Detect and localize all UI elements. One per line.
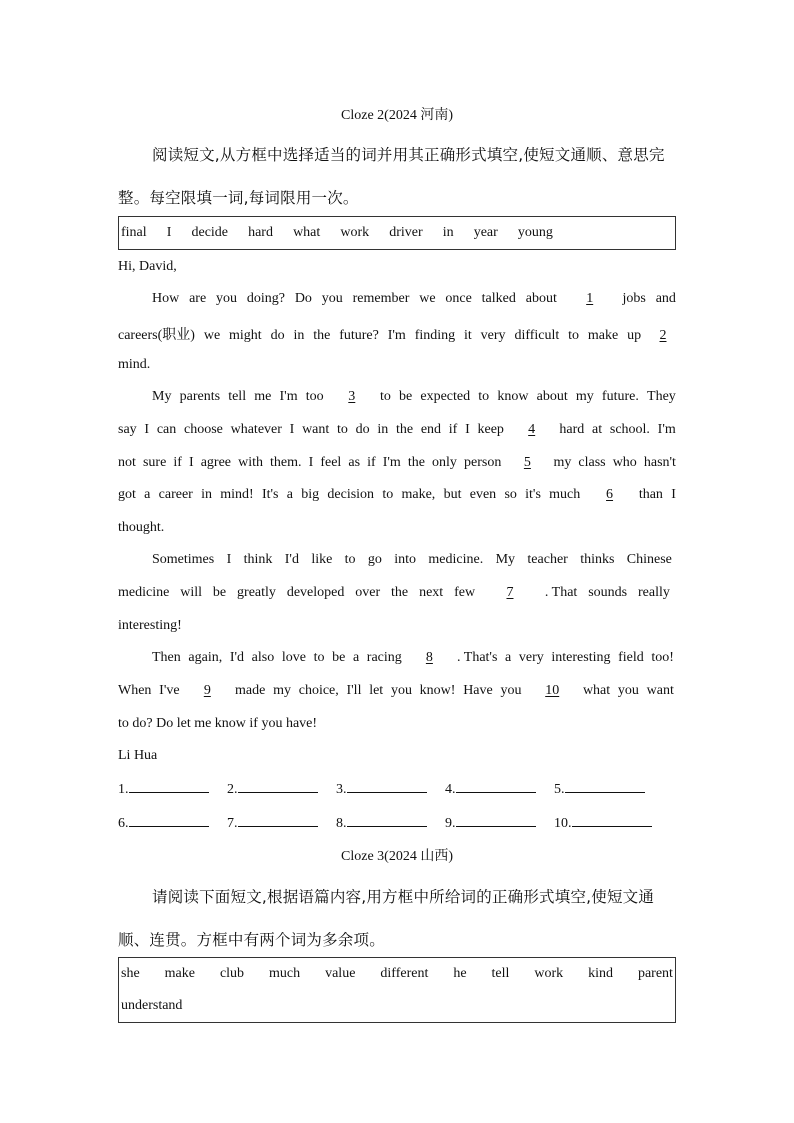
p2-word: than <box>638 487 663 502</box>
word-box-item: what <box>293 225 321 240</box>
blank-8: 8 <box>425 650 433 665</box>
answer-number: 7. <box>227 816 238 831</box>
p3-word: medicine. <box>428 552 484 567</box>
p4-word: interesting <box>551 650 611 665</box>
p2-word: want <box>302 422 330 437</box>
p2-word: parents <box>179 389 221 404</box>
p2-word: I <box>188 455 194 470</box>
p3-word: . That <box>544 585 578 600</box>
p4-word: When <box>118 683 152 698</box>
answer-blank-line[interactable] <box>347 780 427 793</box>
p2-word: feel <box>320 455 342 470</box>
p2-word: whatever <box>230 422 282 437</box>
word-box-item: work <box>534 966 564 981</box>
p4-word: a <box>352 650 360 665</box>
p3-word: really <box>638 585 670 600</box>
paragraph3-line1 <box>152 552 672 568</box>
cloze3-title: Cloze 3(2024 山西) <box>341 849 453 864</box>
p2-word: at <box>592 422 603 437</box>
word-box-item: year <box>473 225 498 240</box>
p4-word: racing <box>366 650 402 665</box>
word-box-item: value <box>325 966 356 981</box>
p1-word: finding <box>414 328 456 343</box>
p1-word: very <box>480 328 506 343</box>
p4-word: what <box>582 683 611 698</box>
p2-word: my <box>553 455 572 470</box>
p1-word: we <box>419 291 436 306</box>
p1-word: it <box>464 328 472 343</box>
p4-word: to <box>313 650 325 665</box>
p3-word: will <box>180 585 202 600</box>
p1-word: future? <box>339 328 379 343</box>
p3-word: I <box>226 552 232 567</box>
answer-slot[interactable] <box>118 814 227 832</box>
answer-number: 10. <box>554 816 572 831</box>
p2-word: to <box>382 487 394 502</box>
blank-3: 3 <box>348 389 356 404</box>
p2-word: My <box>152 389 172 404</box>
word-box-item: young <box>517 225 553 240</box>
cloze3-word-list <box>119 958 675 990</box>
cloze3-instruction-line1: 请阅读下面短文,根据语篇内容,用方框中所给词的正确形式填空,使短文通 <box>152 888 655 906</box>
answer-slot[interactable] <box>227 780 336 798</box>
word-box-item: final <box>121 225 147 240</box>
paragraph2-line1 <box>152 389 676 405</box>
p4-word: you <box>500 683 522 698</box>
letter-greeting: Hi, David, <box>118 259 177 274</box>
p3-word: I'd <box>284 552 299 567</box>
blank-5: 5 <box>523 455 531 470</box>
p4-word: my <box>273 683 291 698</box>
p4-word: you <box>617 683 639 698</box>
p2-word: sure <box>142 455 167 470</box>
p2-word: only <box>432 455 457 470</box>
p4-word: I've <box>159 683 180 698</box>
word-box-item: decide <box>191 225 229 240</box>
word-box-item: he <box>453 966 467 981</box>
answer-blank-line[interactable] <box>565 780 645 793</box>
paragraph1-line3: mind. <box>118 357 151 372</box>
p3-word: sounds <box>588 585 628 600</box>
blank-1: 1 <box>586 291 594 306</box>
p1-word: in <box>293 328 305 343</box>
answer-slot[interactable] <box>336 780 445 798</box>
p2-word: it's <box>525 487 541 502</box>
p4-word: field <box>618 650 644 665</box>
p4-word: made <box>235 683 266 698</box>
paragraph4-line3: to do? Do let me know if you have! <box>118 716 318 731</box>
p2-word: choose <box>183 422 223 437</box>
p2-word: be <box>399 389 413 404</box>
p2-word: person <box>464 455 502 470</box>
p3-word: Chinese <box>626 552 672 567</box>
p1-word: the <box>313 328 331 343</box>
p1-word: we <box>203 328 221 343</box>
p1-word: once <box>445 291 472 306</box>
paragraph2-line4 <box>118 487 676 503</box>
answer-blank-line[interactable] <box>238 814 318 827</box>
word-box-item: tell <box>491 966 510 981</box>
p3-word: into <box>394 552 417 567</box>
cloze3-word-box <box>118 957 676 1023</box>
paragraph4-line2 <box>118 683 674 699</box>
p2-word: future. <box>601 389 639 404</box>
answer-row-2 <box>118 814 678 832</box>
p1-word: and <box>655 291 676 306</box>
p2-word: even <box>469 487 497 502</box>
p1-word: are <box>189 291 207 306</box>
blank-9: 9 <box>203 683 211 698</box>
word-box-item: make <box>164 966 195 981</box>
p2-word: too <box>305 389 324 404</box>
p3-word: go <box>367 552 382 567</box>
p1-word: difficult <box>514 328 560 343</box>
p2-word: the <box>396 422 414 437</box>
p3-word: next <box>419 585 444 600</box>
p3-word: teacher <box>527 552 568 567</box>
p3-word: think <box>243 552 273 567</box>
p2-word: if <box>448 422 458 437</box>
p2-word: I <box>671 487 676 502</box>
p4-word: let <box>369 683 384 698</box>
p1-word: to <box>568 328 580 343</box>
p2-word: can <box>156 422 177 437</box>
p1-word: up <box>627 328 642 343</box>
p2-word: in <box>377 422 389 437</box>
cloze2-instruction-line2: 整。每空限填一词,每词限用一次。 <box>118 189 359 207</box>
p2-word: a <box>286 487 293 502</box>
paragraph2-line5: thought. <box>118 520 165 535</box>
blank-4: 4 <box>528 422 536 437</box>
word-box-item: I <box>166 225 172 240</box>
p2-word: mind! <box>220 487 254 502</box>
p1-word: about <box>525 291 557 306</box>
letter-signoff: Li Hua <box>118 748 158 763</box>
p1-word: do <box>270 328 285 343</box>
word-box-item: she <box>121 966 140 981</box>
p2-word: about <box>536 389 568 404</box>
p2-word: I'm <box>382 455 401 470</box>
p2-word: class <box>578 455 606 470</box>
p2-word: keep <box>477 422 504 437</box>
answer-slot[interactable] <box>554 780 663 798</box>
answer-row-1 <box>118 780 678 798</box>
p1-word: make <box>587 328 619 343</box>
cloze2-title: Cloze 2(2024 河南) <box>341 108 453 123</box>
p2-word: as <box>348 455 361 470</box>
p4-word: again, <box>188 650 223 665</box>
p2-word: tell <box>228 389 247 404</box>
p2-word: to <box>478 389 490 404</box>
p4-word: love <box>281 650 306 665</box>
paragraph2-line2 <box>118 422 676 438</box>
p2-word: in <box>201 487 212 502</box>
p2-word: do <box>355 422 370 437</box>
p1-word: might <box>229 328 262 343</box>
answer-blank-line[interactable] <box>129 814 209 827</box>
p2-word: if <box>367 455 376 470</box>
answer-blank-line[interactable] <box>456 814 536 827</box>
p3-word: be <box>212 585 227 600</box>
p2-word: a <box>144 487 151 502</box>
answer-number: 4. <box>445 782 456 797</box>
p2-word: know <box>497 389 529 404</box>
p3-word: medicine <box>118 585 170 600</box>
p2-word: them. <box>270 455 302 470</box>
answer-number: 5. <box>554 782 565 797</box>
p2-word: say <box>118 422 137 437</box>
answer-slot[interactable] <box>336 814 445 832</box>
p2-word: They <box>647 389 676 404</box>
p4-word: very <box>518 650 544 665</box>
cloze2-instruction-line1: 阅读短文,从方框中选择适当的词并用其正确形式填空,使短文通顺、意思完 <box>152 146 665 164</box>
p1-word: remember <box>352 291 410 306</box>
p4-word: be <box>332 650 346 665</box>
p4-word: also <box>251 650 275 665</box>
answer-blank-line[interactable] <box>238 780 318 793</box>
answer-number: 9. <box>445 816 456 831</box>
p2-word: hasn't <box>643 455 676 470</box>
p2-word: I'm <box>279 389 298 404</box>
answer-blank-line[interactable] <box>456 780 536 793</box>
word-box-item: in <box>442 225 454 240</box>
answer-blank-line[interactable] <box>572 814 652 827</box>
blank-7: 7 <box>506 585 514 600</box>
p2-word: agree <box>200 455 232 470</box>
p3-word: like <box>311 552 333 567</box>
word-box-item: much <box>269 966 301 981</box>
answer-number: 2. <box>227 782 238 797</box>
p4-word: Have <box>463 683 493 698</box>
p2-word: so <box>504 487 517 502</box>
p1-word: you <box>321 291 343 306</box>
p4-word: know! <box>419 683 456 698</box>
answer-number: 6. <box>118 816 129 831</box>
p2-word: I <box>144 422 150 437</box>
p3-word: developed <box>286 585 345 600</box>
cloze2-word-box <box>118 216 676 250</box>
p4-word: want <box>646 683 674 698</box>
paragraph1-line2 <box>118 324 676 344</box>
answer-blank-line[interactable] <box>129 780 209 793</box>
answer-slot[interactable] <box>118 780 227 798</box>
p1-word: careers(职业) <box>118 328 195 343</box>
cloze2-word-list <box>119 217 555 249</box>
p2-word: but <box>443 487 462 502</box>
p2-word: my <box>575 389 594 404</box>
p4-word: choice, <box>298 683 339 698</box>
p2-word: with <box>238 455 263 470</box>
p2-word: make, <box>401 487 436 502</box>
p3-word: thinks <box>580 552 615 567</box>
p4-word: I'll <box>346 683 362 698</box>
answer-slot[interactable] <box>445 814 554 832</box>
blank-2: 2 <box>659 328 667 343</box>
p2-word: who <box>612 455 637 470</box>
blank-6: 6 <box>606 487 614 502</box>
p2-word: I'm <box>657 422 676 437</box>
p2-word: career <box>158 487 193 502</box>
p3-word: few <box>454 585 476 600</box>
cloze3-instruction-line2: 顺、连贯。方框中有两个词为多余项。 <box>118 931 385 949</box>
answer-number: 1. <box>118 782 129 797</box>
p2-word: school. <box>609 422 650 437</box>
answer-number: 8. <box>336 816 347 831</box>
p1-word: How <box>152 291 180 306</box>
p2-word: the <box>407 455 425 470</box>
p4-word: Then <box>152 650 181 665</box>
p2-word: end <box>420 422 442 437</box>
p1-word: Do <box>294 291 312 306</box>
answer-number: 3. <box>336 782 347 797</box>
p2-word: much <box>549 487 581 502</box>
p2-word: me <box>254 389 272 404</box>
answer-slot[interactable] <box>227 814 336 832</box>
paragraph1-line1 <box>152 291 676 307</box>
p4-word: . That's <box>457 650 498 665</box>
p4-word: you <box>390 683 412 698</box>
answer-slot[interactable] <box>554 814 663 832</box>
p2-word: not <box>118 455 136 470</box>
word-box-item: work <box>340 225 370 240</box>
p1-word: I'm <box>387 328 406 343</box>
word-box-item: hard <box>248 225 273 240</box>
p3-word: Sometimes <box>152 552 215 567</box>
p4-word: too! <box>651 650 674 665</box>
p3-word: the <box>391 585 409 600</box>
p3-word: greatly <box>237 585 276 600</box>
word-box-item: driver <box>389 225 423 240</box>
blank-10: 10 <box>545 683 560 698</box>
p2-word: I <box>289 422 295 437</box>
p3-word: My <box>495 552 516 567</box>
p1-word: you <box>216 291 238 306</box>
p2-word: to <box>379 389 391 404</box>
p2-word: to <box>337 422 348 437</box>
p4-word: a <box>505 650 512 665</box>
cloze3-word-list-line2: understand <box>121 998 183 1013</box>
p2-word: if <box>173 455 182 470</box>
p2-word: big <box>301 487 320 502</box>
p2-word: hard <box>559 422 585 437</box>
word-box-item: kind <box>588 966 613 981</box>
p2-word: decision <box>327 487 375 502</box>
p2-word: It's <box>261 487 279 502</box>
word-box-item: club <box>219 966 245 981</box>
p3-word: to <box>344 552 356 567</box>
p4-word: I'd <box>229 650 245 665</box>
p3-word: over <box>355 585 381 600</box>
p1-word: talked <box>481 291 516 306</box>
word-box-item: different <box>380 966 429 981</box>
p2-word: got <box>118 487 136 502</box>
paragraph3-line2 <box>118 585 670 601</box>
answer-blank-line[interactable] <box>347 814 427 827</box>
p2-word: I <box>465 422 470 437</box>
p2-word: I <box>308 455 314 470</box>
paragraph2-line3 <box>118 455 676 471</box>
word-box-item: parent <box>637 966 673 981</box>
answer-slot[interactable] <box>445 780 554 798</box>
paragraph3-line3: interesting! <box>118 618 182 633</box>
p2-word: expected <box>420 389 471 404</box>
p1-word: jobs <box>622 291 646 306</box>
paragraph4-line1 <box>152 650 674 666</box>
p1-word: doing? <box>246 291 285 306</box>
